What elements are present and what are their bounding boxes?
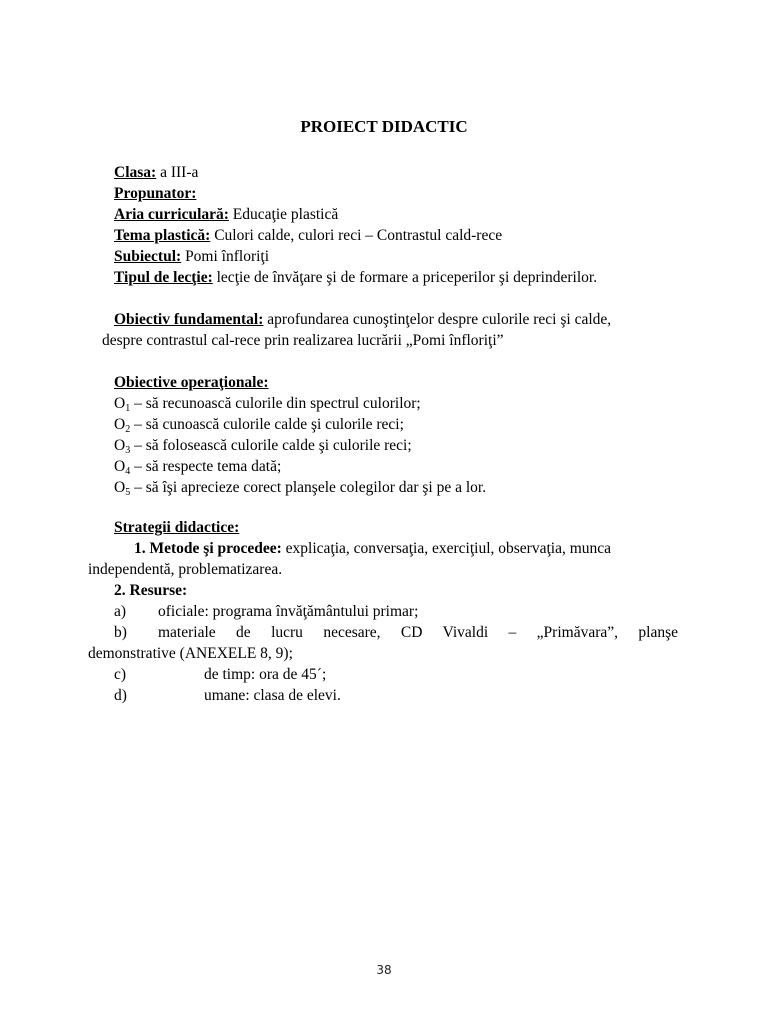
- propunator-line: [114, 183, 196, 204]
- subiectul-line: [114, 246, 269, 267]
- objective-text: – să recunoască culorile din spectrul culorilor;: [130, 395, 421, 412]
- tipul-line: [114, 267, 597, 288]
- objective-item: [114, 435, 412, 456]
- resource-item: [114, 685, 127, 706]
- metode-text1: explicaţia, conversaţia, exerciţiul, observaţia, munca: [281, 540, 612, 557]
- metode-label: 1. Metode şi procedee:: [134, 540, 282, 557]
- subiectul-value: Pomi înfloriţi: [181, 248, 270, 265]
- strategies-label: Strategii didactice:: [114, 519, 240, 536]
- objective-prefix: O: [114, 416, 126, 433]
- resource-text: oficiale: programa învăţământului primar;: [158, 603, 419, 620]
- aria-line: [114, 204, 338, 225]
- objective-item: [114, 477, 486, 498]
- objective-sub: 4: [125, 466, 131, 477]
- propunator-label: Propunator:: [114, 185, 197, 202]
- tema-label: Tema plastică:: [114, 227, 211, 244]
- objective-item: [114, 414, 404, 435]
- objective-sub: 3: [125, 445, 131, 456]
- strategies-heading: [114, 517, 239, 538]
- tipul-value: lecţie de învăţare şi de formare a priceperilor şi deprinderilor.: [212, 269, 598, 286]
- resource-item: [114, 601, 126, 622]
- resource-item: [114, 664, 126, 685]
- objective-sub: 1: [125, 403, 131, 414]
- objectives-operational-heading: [114, 372, 269, 393]
- resurse-heading: [114, 580, 187, 601]
- resurse-label: 2. Resurse:: [114, 582, 188, 599]
- objective-text: – să folosească culorile calde şi culorile reci;: [130, 437, 412, 454]
- aria-label: Aria curriculară:: [114, 206, 229, 223]
- objective-fundamental-line2: despre contrastul cal-rece prin realizarea lucrării „Pomi înfloriţi”: [102, 332, 504, 349]
- resource-letter: c): [114, 666, 127, 683]
- metode-line1: [134, 538, 611, 559]
- resource-text: materiale de lucru necesare, CD Vivaldi – „Primăvara”, planşe: [158, 624, 678, 641]
- tipul-label: Tipul de lecţie:: [114, 269, 213, 286]
- objective-prefix: O: [114, 437, 126, 454]
- objective-sub: 2: [125, 424, 131, 435]
- objective-fundamental-text1: aprofundarea cunoştinţelor despre culorile reci şi calde,: [263, 311, 612, 328]
- resource-text: umane: clasa de elevi.: [204, 687, 341, 704]
- objective-fundamental-line1: [114, 309, 611, 330]
- objective-text: – să îşi aprecieze corect planşele colegilor dar şi pe a lor.: [130, 479, 487, 496]
- resource-letter: d): [114, 687, 127, 704]
- resource-text: de timp: ora de 45´;: [204, 666, 327, 683]
- objective-sub: 5: [125, 487, 131, 498]
- clasa-value: a III-a: [156, 164, 199, 181]
- tema-value: Culori calde, culori reci – Contrastul cald-rece: [210, 227, 503, 244]
- objectives-operational-label: Obiective operaţionale:: [114, 374, 269, 391]
- resource-letter: b): [114, 624, 127, 641]
- objective-prefix: O: [114, 395, 126, 412]
- subiectul-label: Subiectul:: [114, 248, 182, 265]
- resource-letter: a): [114, 603, 127, 620]
- objective-item: [114, 393, 421, 414]
- objective-text: – să respecte tema dată;: [130, 458, 282, 475]
- objective-text: – să cunoască culorile calde şi culorile reci;: [130, 416, 404, 433]
- objective-item: [114, 456, 281, 477]
- objective-fundamental-label: Obiectiv fundamental:: [114, 311, 264, 328]
- clasa-line: [114, 162, 198, 183]
- objective-prefix: O: [114, 458, 126, 475]
- resource-text-continuation: demonstrative (ANEXELE 8, 9);: [88, 645, 293, 662]
- aria-value: Educaţie plastică: [228, 206, 339, 223]
- resource-item: [114, 622, 127, 643]
- tema-line: [114, 225, 502, 246]
- objective-prefix: O: [114, 479, 126, 496]
- page-number: 38: [376, 963, 392, 977]
- metode-line2: independentă, problematizarea.: [88, 561, 283, 578]
- document-title: PROIECT DIDACTIC: [300, 117, 468, 136]
- clasa-label: Clasa:: [114, 164, 157, 181]
